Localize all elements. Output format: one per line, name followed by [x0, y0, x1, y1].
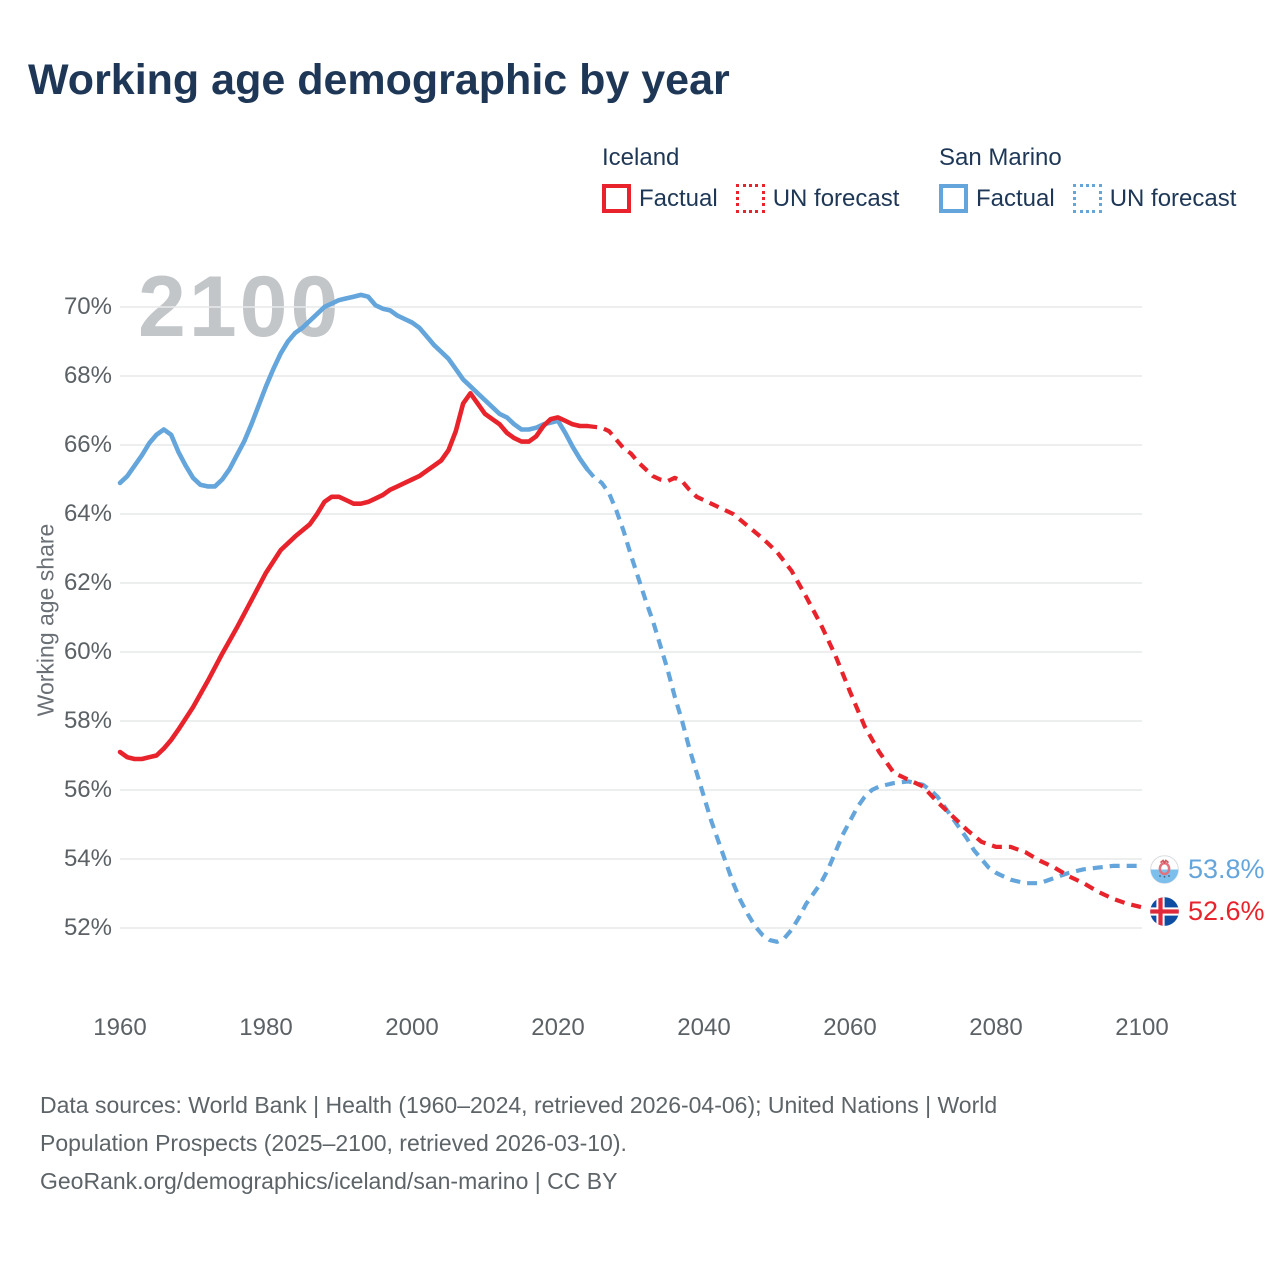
x-tick-label: 2100: [1115, 1014, 1169, 1041]
iceland-flag-icon: [1150, 897, 1179, 926]
series-san-marino-factual: [120, 295, 587, 487]
y-tick-label: 62%: [63, 569, 112, 596]
y-tick-label: 58%: [63, 707, 112, 734]
series-iceland-factual: [120, 393, 587, 759]
y-tick-label: 70%: [63, 293, 112, 320]
legend-item-label: Factual: [976, 184, 1055, 212]
x-tick-label: 2000: [385, 1014, 439, 1041]
end-value-san-marino: 53.8%: [1188, 854, 1265, 884]
footer-attribution: GeoRank.org/demographics/iceland/san-marino | CC BY: [40, 1168, 618, 1194]
y-tick-label: 66%: [63, 431, 112, 458]
legend-item-label: Factual: [639, 184, 718, 212]
page-title: Working age demographic by year: [28, 56, 730, 104]
y-axis-title: Working age share: [32, 523, 59, 717]
x-tick-label: 2020: [531, 1014, 585, 1041]
san-marino-flag-icon: [1150, 855, 1179, 884]
series-iceland-un-forecast: [587, 426, 1142, 907]
footer: [40, 1086, 997, 1200]
legend-header-san-marino: San Marino: [939, 144, 1062, 171]
end-value-iceland: 52.6%: [1188, 896, 1265, 926]
legend-item-label: UN forecast: [772, 184, 900, 212]
x-tick-label: 2060: [823, 1014, 877, 1041]
end-label-san-marino: [1150, 854, 1265, 885]
x-tick-label: 1960: [93, 1014, 147, 1041]
end-label-iceland: [1150, 896, 1265, 927]
footer-sources-line1: Data sources: World Bank | Health (1960–2024, retrieved 2026-04-06); United Nations | World: [40, 1092, 998, 1118]
y-tick-label: 54%: [63, 845, 112, 872]
legend-item-label: UN forecast: [1109, 184, 1237, 212]
footer-sources-line2: Population Prospects (2025–2100, retrieved 2026-03-10).: [40, 1130, 627, 1156]
y-tick-label: 68%: [63, 362, 112, 389]
legend-header-iceland: Iceland: [602, 144, 680, 171]
y-tick-label: 56%: [63, 776, 112, 803]
x-tick-label: 1980: [239, 1014, 293, 1041]
watermark-2100: 2100: [138, 259, 342, 355]
y-tick-label: 64%: [63, 500, 112, 527]
y-tick-label: 60%: [63, 638, 112, 665]
y-tick-label: 52%: [63, 914, 112, 941]
x-tick-label: 2040: [677, 1014, 731, 1041]
x-tick-label: 2080: [969, 1014, 1023, 1041]
